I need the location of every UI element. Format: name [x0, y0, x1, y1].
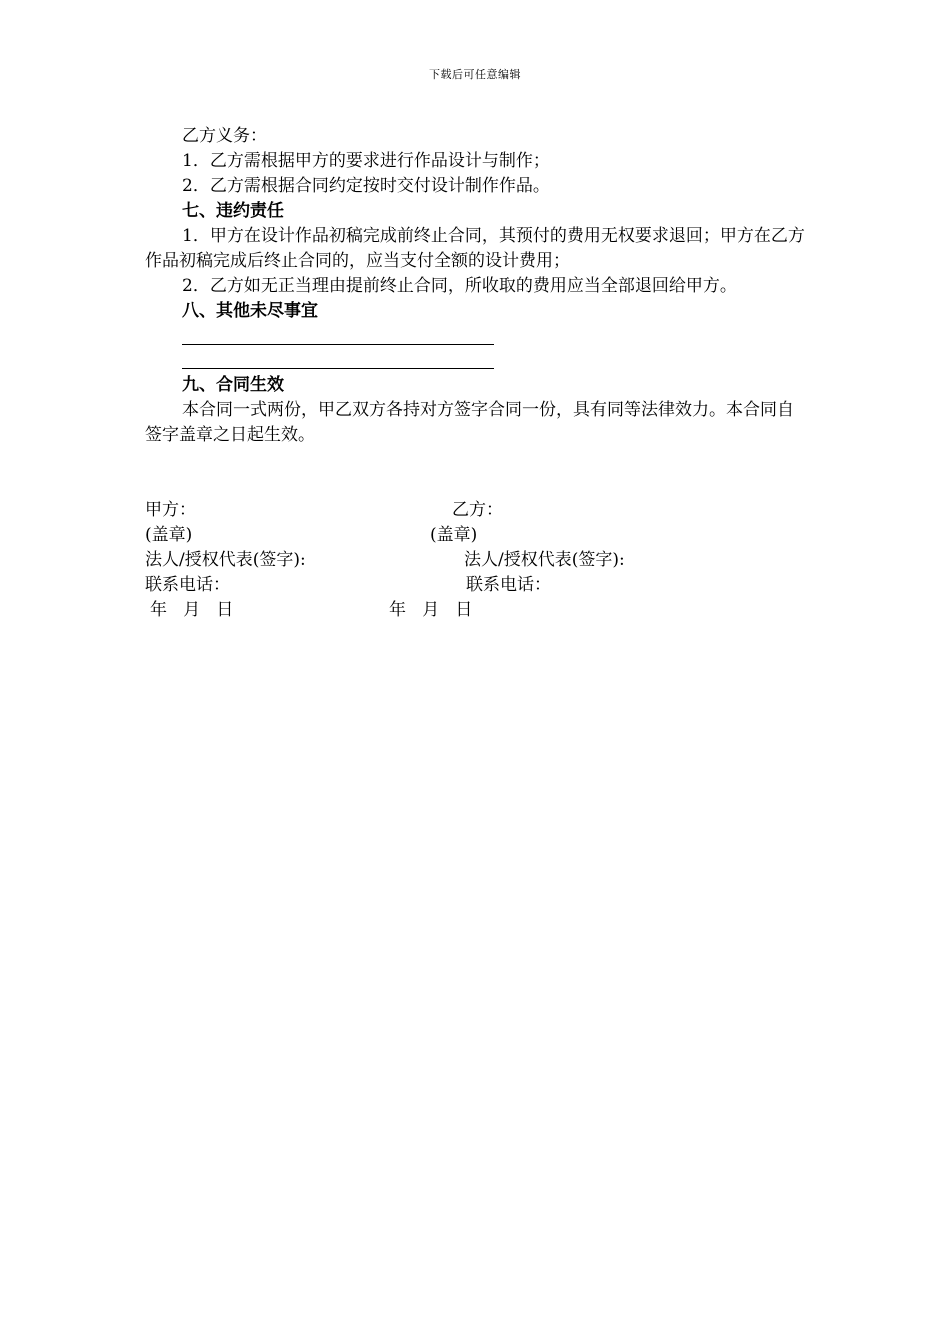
- party-a-label: 甲方：: [145, 500, 196, 520]
- party-b-seal: (盖章): [430, 525, 478, 545]
- blank-fill-line: [182, 344, 494, 345]
- section-8-title: 八、其他未尽事宜: [182, 301, 318, 321]
- party-b-obligation-item: 1．乙方需根据甲方的要求进行作品设计与制作；: [182, 151, 550, 171]
- contract-body-lower: [145, 373, 810, 448]
- party-a-phone: 联系电话：: [145, 575, 230, 595]
- party-b-date: 年 月 日: [389, 600, 473, 620]
- blank-fill-line: [182, 368, 494, 369]
- party-a-representative: 法人/授权代表(签字):: [145, 550, 306, 570]
- party-a-seal: (盖章): [145, 525, 193, 545]
- party-b-obligations-heading: 乙方义务：: [182, 126, 267, 146]
- section-7-item: 2．乙方如无正当理由提前终止合同，所收取的费用应当全部退回给甲方。: [182, 276, 737, 296]
- section-7-item: 1．甲方在设计作品初稿完成前终止合同，其预付的费用无权要求退回；甲方在乙方作品初稿完成后终止合同的，应当支付全额的设计费用；: [145, 226, 805, 271]
- party-b-obligation-item: 2．乙方需根据合同约定按时交付设计制作作品。: [182, 176, 550, 196]
- party-b-representative: 法人/授权代表(签字):: [464, 550, 625, 570]
- party-b-phone: 联系电话：: [466, 575, 551, 595]
- party-a-date: 年 月 日: [150, 600, 234, 620]
- section-9-text: 本合同一式两份，甲乙双方各持对方签字合同一份，具有同等法律效力。本合同自签字盖章之日起生效。: [145, 400, 794, 445]
- section-7-title: 七、违约责任: [182, 201, 284, 221]
- section-9-title: 九、合同生效: [182, 375, 284, 395]
- contract-body-upper: [145, 124, 810, 324]
- page-header-note: 下载后可任意编辑: [429, 68, 521, 81]
- party-b-label: 乙方：: [452, 500, 503, 520]
